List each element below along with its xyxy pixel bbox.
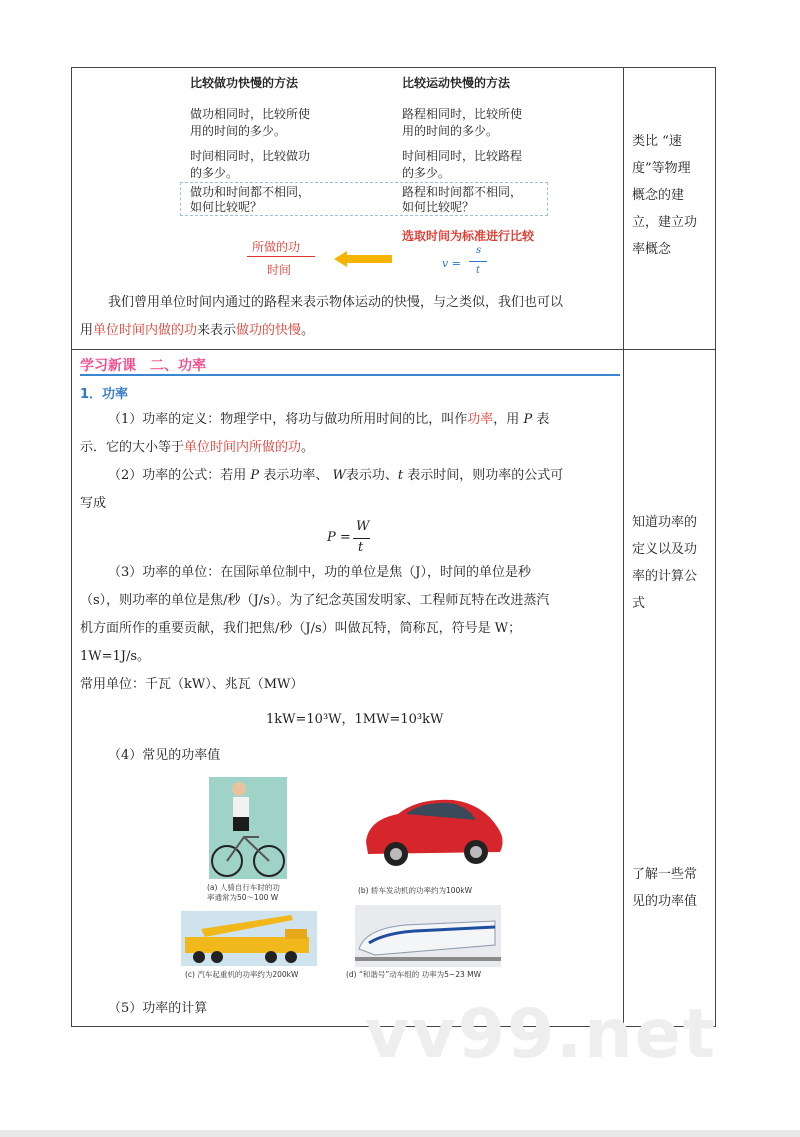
unit-line-1: （3）功率的单位：在国际单位制中，功的单位是焦（J），时间的单位是秒 <box>108 565 531 580</box>
caption-train: (d) “和谐号”动车组的 功率为5~23 MW <box>346 970 482 979</box>
compare-right-item-2: 时间相同时，比较路程 的多少。 <box>402 149 523 180</box>
compare-right-item-1: 路程相同时，比较所使 用的时间的多少。 <box>402 107 523 138</box>
fraction-work-bar <box>247 256 315 257</box>
caption-cyclist: (a) 人骑自行车时的功 率通常为50～100 W <box>207 883 280 902</box>
compare-left-item-2: 时间相同时，比较做功 的多少。 <box>190 149 311 180</box>
power-equation-left: P = <box>327 530 351 545</box>
fraction-work-denominator: 时间 <box>267 263 292 277</box>
common-units-line: 常用单位：千瓦（kW）、兆瓦（MW） <box>80 677 304 692</box>
column-divider <box>623 68 624 1026</box>
section-underline <box>80 374 620 376</box>
unit-line-2: （s），则功率的单位是焦/秒（J/s）。为了纪念英国发明家、工程师瓦特在改进蒸汽 <box>80 593 550 608</box>
compare-right-item-3: 路程和时间都不相同， 如何比较呢？ <box>402 185 523 214</box>
power-equation-numerator: W <box>356 519 370 534</box>
unit-conversion: 1kW=10³W，1MW=10³kW <box>266 712 444 727</box>
cyclist-image <box>209 777 287 879</box>
compare-left-title: 比较做功快慢的方法 <box>190 76 299 90</box>
watermark: vv99.net <box>365 995 718 1074</box>
compare-left-item-1: 做功相同时，比较所使 用的时间的多少。 <box>190 107 311 138</box>
velocity-numerator: s <box>476 245 482 256</box>
lesson-table <box>71 67 716 1027</box>
crane-truck-image <box>181 911 317 966</box>
definition-line-1: （1）功率的定义：物理学中，将功与做功所用时间的比，叫作功率，用 P 表 <box>108 412 550 427</box>
unit-line-3: 机方面所作的重要贡献，我们把焦/秒（J/s）叫做瓦特，简称瓦，符号是 W； <box>80 621 522 636</box>
train-image <box>355 905 501 967</box>
unit-line-4: 1W=1J/s。 <box>80 649 151 664</box>
formula-line-2: 写成 <box>80 496 107 511</box>
page-bottom-strip <box>0 1130 800 1137</box>
compare-right-title: 比较运动快慢的方法 <box>402 76 511 90</box>
common-power-heading: （4）常见的功率值 <box>108 748 221 763</box>
velocity-denominator: t <box>476 265 481 276</box>
teaching-note-analogy: 类比 “速 度”等物理 概念的建 立，建立功 率概念 <box>632 134 698 257</box>
definition-line-2: 示．它的大小等于单位时间内所做的功。 <box>80 440 315 455</box>
caption-crane: (c) 汽车起重机的功率约为200kW <box>185 970 299 979</box>
velocity-label: v = <box>442 257 461 270</box>
left-arrow-icon <box>334 251 394 267</box>
fraction-work-numerator: 所做的功 <box>252 240 301 254</box>
teaching-note-definition: 知道功率的 定义以及功 率的计算公 式 <box>632 515 698 611</box>
analogy-paragraph-line-2: 用单位时间内做的功来表示做功的快慢。 <box>80 323 315 338</box>
subsection-power: 1．功率 <box>80 387 129 402</box>
teaching-note-values: 了解一些常 见的功率值 <box>632 867 698 909</box>
section-title: 学习新课 二、功率 <box>80 358 206 374</box>
car-image <box>358 790 508 872</box>
row-divider <box>72 349 715 350</box>
power-calculation-heading: （5）功率的计算 <box>108 1001 208 1016</box>
power-equation-bar <box>353 538 370 539</box>
formula-line-1: （2）功率的公式：若用 P 表示功率、 W表示功、t 表示时间，则功率的公式可 <box>108 468 564 483</box>
analogy-paragraph-line-1: 我们曾用单位时间内通过的路程来表示物体运动的快慢，与之类似，我们也可以 <box>108 295 564 310</box>
caption-car: (b) 轿车发动机的功率约为100kW <box>358 886 473 895</box>
compare-left-item-3: 做功和时间都不相同， 如何比较呢？ <box>190 185 311 214</box>
compare-right-red-label: 选取时间为标准进行比较 <box>402 229 535 243</box>
power-equation-denominator: t <box>358 540 364 555</box>
velocity-bar <box>469 261 487 262</box>
